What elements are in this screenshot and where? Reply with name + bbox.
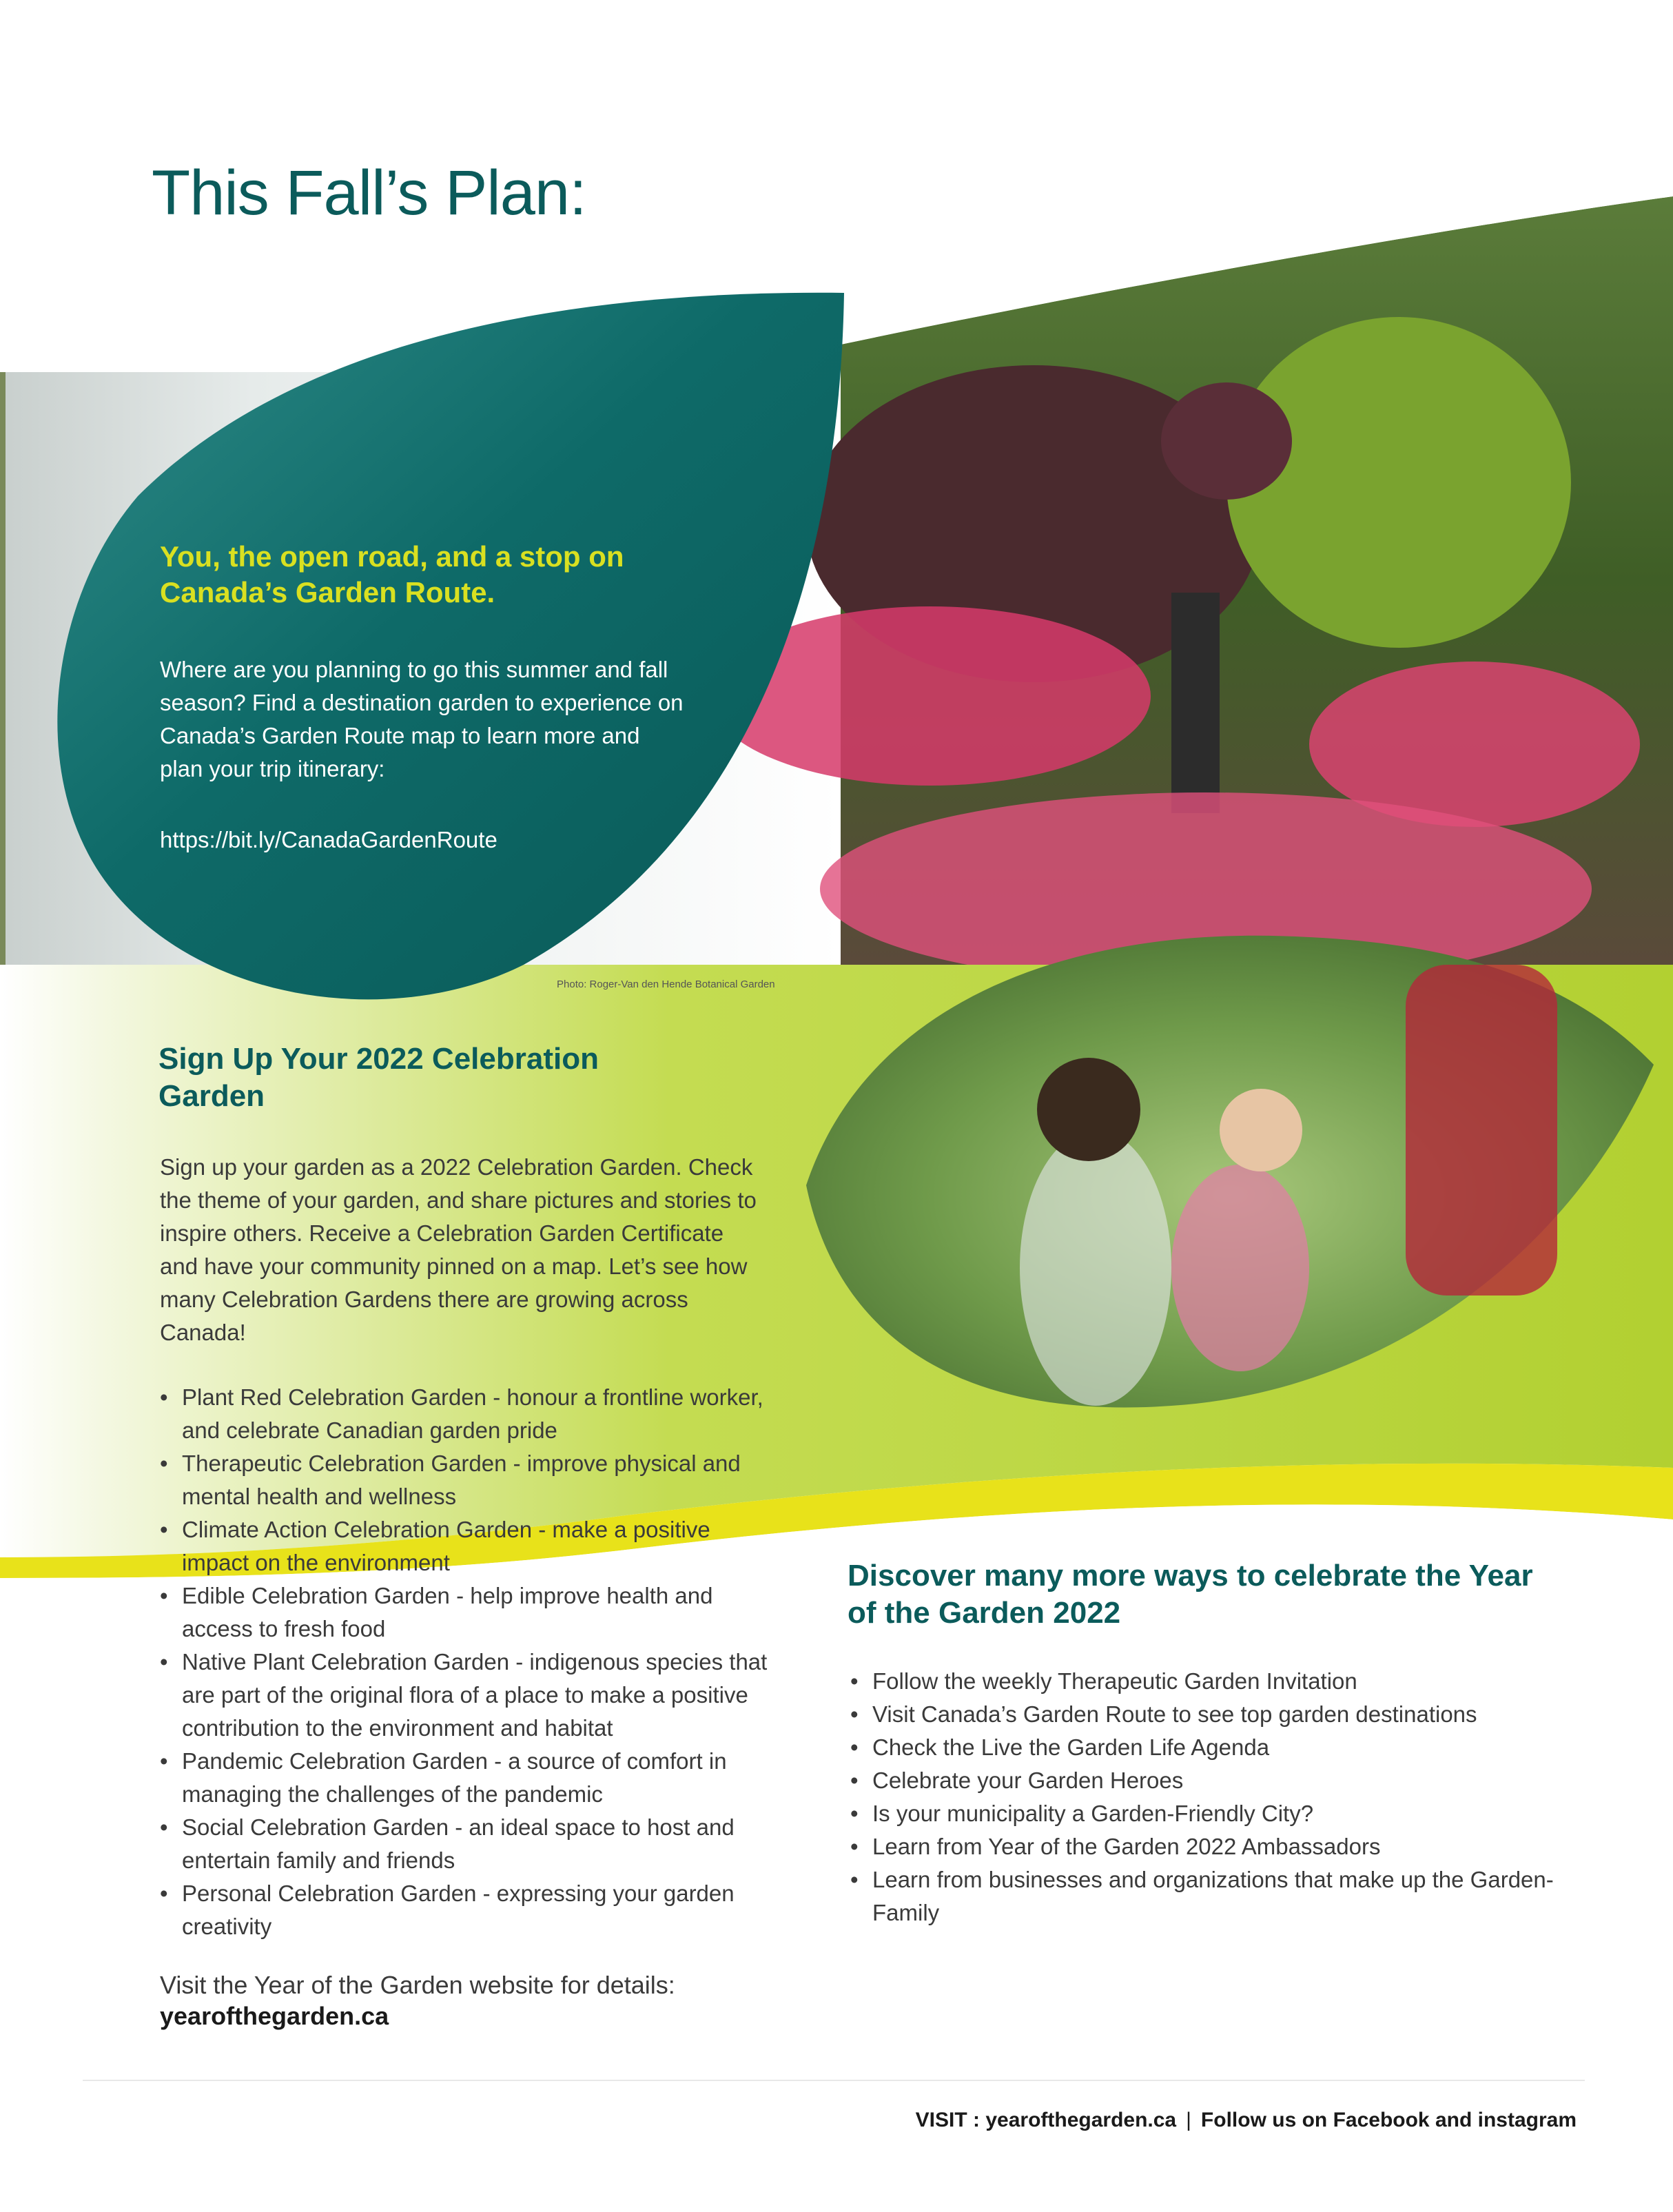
- discover-list: [850, 1665, 1594, 1929]
- website-link[interactable]: yearofthegarden.ca: [160, 2002, 389, 2030]
- footer-divider: [83, 2080, 1585, 2081]
- garden-route-link[interactable]: https://bit.ly/CanadaGardenRoute: [160, 827, 497, 852]
- footer: [916, 2109, 1577, 2132]
- list-item: • Therapeutic Celebration Garden - improve physical and mental health and wellness: [160, 1447, 780, 1513]
- list-item: • Personal Celebration Garden - expressing your garden creativity: [160, 1877, 780, 1943]
- celebration-garden-list: [160, 1381, 780, 1943]
- footer-separator: |: [1186, 2109, 1191, 2131]
- list-item: • Check the Live the Garden Life Agenda: [850, 1731, 1594, 1764]
- list-item: • Edible Celebration Garden - help improve health and access to fresh food: [160, 1579, 780, 1646]
- footer-visit-label: VISIT :: [915, 2109, 980, 2131]
- discover-section-heading: Discover many more ways to celebrate the Year of the Garden 2022: [848, 1559, 1533, 1630]
- footer-social-text: Follow us on Facebook and instagram: [1200, 2109, 1577, 2131]
- road-section-heading: You, the open road, and a stop on Canada’s Garden Route.: [160, 540, 624, 608]
- list-item: • Social Celebration Garden - an ideal space to host and entertain family and friends: [160, 1811, 780, 1877]
- list-item: • Celebrate your Garden Heroes: [850, 1764, 1594, 1797]
- list-item: • Follow the weekly Therapeutic Garden Invitation: [850, 1665, 1594, 1698]
- signup-section-heading: Sign Up Your 2022 Celebration Garden: [158, 1042, 599, 1113]
- list-item: • Learn from Year of the Garden 2022 Ambassadors: [850, 1830, 1594, 1863]
- list-item: • Native Plant Celebration Garden - indigenous species that are part of the original flora of a place to make a positive contribution to the environment and habitat: [160, 1646, 780, 1745]
- road-section-body: Where are you planning to go this summer and fall season? Find a destination garden to experience on Canada’s Garden Route map to learn more and plan your trip itinerary:: [160, 657, 684, 781]
- list-item: • Is your municipality a Garden-Friendly City?: [850, 1797, 1594, 1830]
- list-item: • Pandemic Celebration Garden - a source of comfort in managing the challenges of the pandemic: [160, 1745, 780, 1811]
- visit-website-text: Visit the Year of the Garden website for details:: [160, 1971, 675, 1999]
- list-item: • Plant Red Celebration Garden - honour a frontline worker, and celebrate Canadian garden pride: [160, 1381, 780, 1447]
- list-item: • Learn from businesses and organizations that make up the Garden-Family: [850, 1863, 1594, 1929]
- list-item: • Climate Action Celebration Garden - make a positive impact on the environment: [160, 1513, 780, 1579]
- photo-credit: Photo: Roger-Van den Hende Botanical Garden: [557, 979, 775, 990]
- footer-site-link[interactable]: yearofthegarden.ca: [985, 2109, 1177, 2131]
- list-item: • Visit Canada’s Garden Route to see top garden destinations: [850, 1698, 1594, 1731]
- page-title: This Fall’s Plan:: [152, 158, 586, 228]
- signup-section-body: Sign up your garden as a 2022 Celebration Garden. Check the theme of your garden, and share pictures and stories to inspire others. Receive a Celebration Garden Certificate and have your community pinned on a map. Let’s see how many Celebration Gardens there are growing across Canada!: [160, 1154, 757, 1345]
